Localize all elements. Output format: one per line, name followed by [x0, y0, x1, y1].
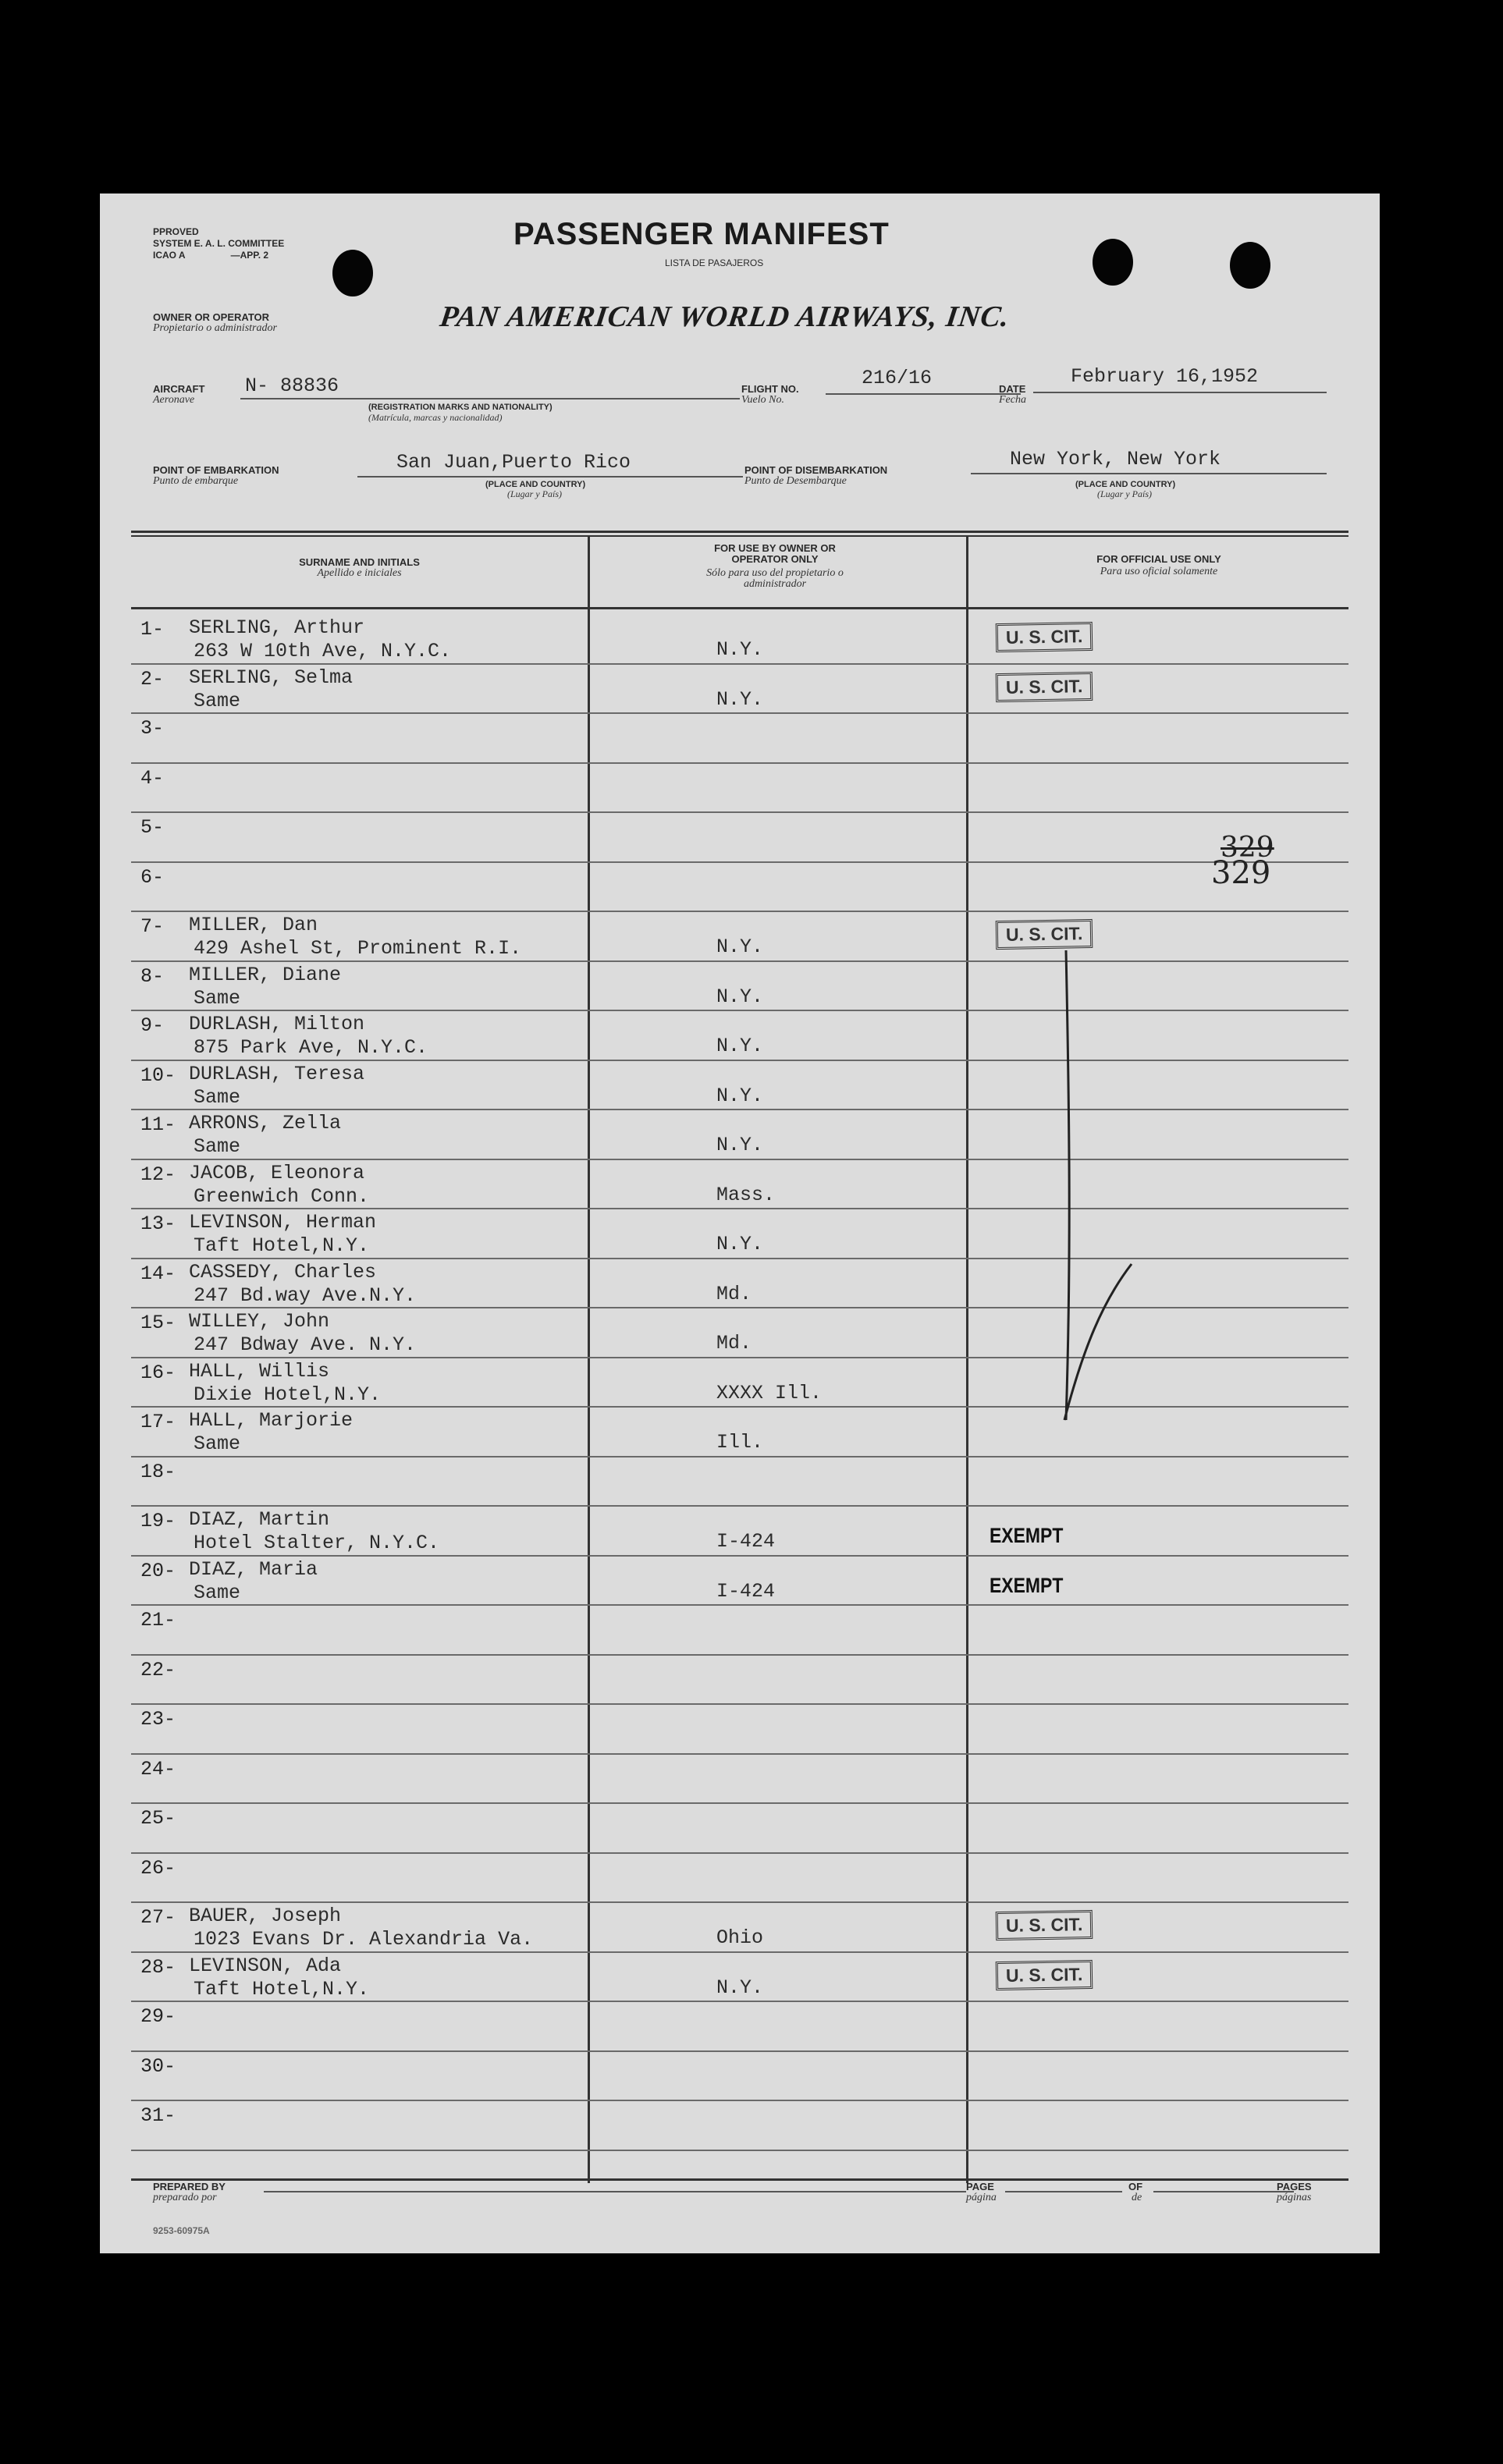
row-number: 30- — [140, 2054, 176, 2078]
passenger-address: Same — [194, 1085, 241, 1109]
row-number: 2- — [140, 667, 165, 691]
passenger-address: Same — [194, 1433, 241, 1455]
aircraft-label: AIRCRAFT — [153, 383, 205, 395]
row-number: 18- — [140, 1460, 176, 1483]
registration-caption-es: (Matrícula, marcas y nacionalidad) — [368, 412, 503, 423]
flight-no-label-es: Vuelo No. — [741, 394, 784, 406]
table-row — [100, 1408, 1380, 1457]
owner-note: XXXX Ill. — [716, 1381, 823, 1404]
passenger-address: 247 Bdway Ave. N.Y. — [194, 1333, 417, 1356]
owner-note: N.Y. — [716, 936, 764, 958]
owner-label-es: Propietario o administrador — [153, 322, 277, 334]
row-number: 12- — [140, 1163, 176, 1186]
row-number: 25- — [140, 1807, 176, 1830]
page-label-es: página — [966, 2192, 997, 2203]
airline-name: PAN AMERICAN WORLD AIRWAYS, INC. — [438, 300, 1012, 333]
disembarkation-label-es: Punto de Desembarque — [744, 475, 847, 487]
citizenship-stamp: U. S. CIT. — [996, 622, 1093, 652]
passenger-address: 429 Ashel St, Prominent R.I. — [194, 937, 522, 960]
table-row — [100, 813, 1380, 863]
row-number: 14- — [140, 1262, 176, 1285]
table-row — [100, 764, 1380, 814]
embarkation-label-es: Punto de embarque — [153, 475, 239, 487]
citizenship-stamp: U. S. CIT. — [996, 1910, 1093, 1940]
table-row — [100, 1755, 1380, 1805]
passenger-address: Taft Hotel,N.Y. — [194, 1977, 370, 2001]
table-row — [100, 1705, 1380, 1755]
passenger-name: WILLEY, John — [189, 1310, 330, 1333]
passenger-name: MILLER, Diane — [189, 963, 342, 986]
passenger-address: Dixie Hotel,N.Y. — [194, 1383, 382, 1406]
owner-label: OWNER OR OPERATOR — [153, 311, 270, 323]
passenger-name: JACOB, Eleonora — [189, 1161, 365, 1184]
check-mark — [1029, 943, 1146, 1426]
passenger-address: 247 Bd.way Ave.N.Y. — [194, 1283, 417, 1307]
flight-no-label: FLIGHT NO. — [741, 383, 799, 395]
owner-note: N.Y. — [716, 1233, 764, 1255]
crossed-count: 329 — [1221, 832, 1274, 864]
embarkation-caption-es: (Lugar y País) — [507, 488, 562, 499]
passenger-address: Same — [194, 1581, 241, 1604]
passenger-name: DIAZ, Martin — [189, 1508, 330, 1531]
table-row — [100, 962, 1380, 1012]
table-row — [100, 1656, 1380, 1706]
row-number: 19- — [140, 1510, 176, 1532]
table-row — [100, 2052, 1380, 2102]
table-row — [100, 1160, 1380, 1210]
row-number: 28- — [140, 1955, 176, 1979]
row-number: 9- — [140, 1014, 165, 1037]
form-number: 9253-60975A — [153, 2225, 210, 2236]
table-row — [100, 1011, 1380, 1061]
row-number: 11- — [140, 1113, 176, 1136]
table-row — [100, 1557, 1380, 1607]
table-row — [100, 1110, 1380, 1160]
row-number: 17- — [140, 1411, 176, 1433]
owner-note: Md. — [716, 1332, 752, 1354]
embarkation-label: POINT OF EMBARKATION — [153, 464, 279, 476]
owner-note: I-424 — [716, 1530, 776, 1553]
owner-note: I-424 — [716, 1579, 776, 1603]
row-number: 26- — [140, 1856, 176, 1880]
column-header-owner: FOR USE BY OWNER OR OPERATOR ONLY — [714, 542, 836, 565]
row-number: 4- — [140, 766, 165, 790]
owner-note: N.Y. — [716, 1035, 764, 1057]
owner-note: Mass. — [716, 1183, 776, 1206]
manifest-sheet — [100, 193, 1380, 2253]
table-row — [100, 1953, 1380, 2003]
row-number: 24- — [140, 1757, 176, 1781]
disembarkation-label: POINT OF DISEMBARKATION — [744, 464, 888, 476]
prepared-by-label-es: preparado por — [153, 2192, 217, 2203]
passenger-address: Same — [194, 689, 241, 712]
passenger-name: SERLING, Selma — [189, 666, 354, 689]
date-value: February 16,1952 — [1071, 365, 1259, 388]
row-number: 8- — [140, 964, 165, 988]
owner-note: N.Y. — [716, 985, 764, 1008]
table-row — [100, 714, 1380, 764]
page-title: PASSENGER MANIFEST — [513, 217, 890, 251]
of-label: OF — [1128, 2181, 1143, 2192]
row-number: 31- — [140, 2104, 176, 2127]
passenger-name: DIAZ, Maria — [189, 1557, 318, 1581]
table-row — [100, 1854, 1380, 1904]
date-label-es: Fecha — [999, 394, 1026, 406]
passenger-name: MILLER, Dan — [189, 914, 318, 936]
table-row — [100, 665, 1380, 715]
table-row — [100, 1903, 1380, 1953]
row-number: 6- — [140, 865, 165, 889]
owner-note: N.Y. — [716, 1084, 764, 1107]
exempt-stamp: EXEMPT — [990, 1573, 1064, 1597]
exempt-stamp: EXEMPT — [990, 1524, 1064, 1547]
date-label: DATE — [999, 383, 1026, 395]
passenger-name: BAUER, Joseph — [189, 1905, 342, 1927]
column-header-surname: SURNAME AND INITIALS — [299, 556, 420, 568]
passenger-name: LEVINSON, Herman — [189, 1211, 377, 1234]
table-row — [100, 1209, 1380, 1259]
passenger-address: 875 Park Ave, N.Y.C. — [194, 1036, 428, 1059]
column-header-surname-es: Apellido e iniciales — [317, 567, 402, 579]
table-row — [100, 1061, 1380, 1111]
row-number: 1- — [140, 618, 165, 641]
aircraft-value: N- 88836 — [245, 375, 339, 397]
table-row — [100, 1259, 1380, 1309]
table-row — [100, 1358, 1380, 1408]
page-label: PAGE — [966, 2181, 994, 2192]
corrected-count: 329 — [1211, 855, 1271, 891]
owner-note: Ill. — [716, 1431, 764, 1454]
punch-hole — [1093, 239, 1133, 286]
disembarkation-caption: (PLACE AND COUNTRY) — [1075, 480, 1176, 489]
column-header-official-es: Para uso oficial solamente — [1100, 566, 1218, 577]
passenger-address: Greenwich Conn. — [194, 1184, 370, 1208]
row-number: 16- — [140, 1361, 176, 1384]
table-row — [100, 615, 1380, 665]
row-number: 23- — [140, 1708, 176, 1731]
pages-label: PAGES — [1277, 2181, 1312, 2192]
owner-note: N.Y. — [716, 1976, 764, 1999]
passenger-address: Taft Hotel,N.Y. — [194, 1234, 370, 1257]
passenger-address: Hotel Stalter, N.Y.C. — [194, 1532, 440, 1554]
row-number: 3- — [140, 717, 165, 740]
passenger-name: HALL, Willis — [189, 1359, 330, 1383]
row-number: 13- — [140, 1212, 176, 1235]
row-number: 27- — [140, 1906, 176, 1929]
passenger-name: DURLASH, Milton — [189, 1013, 365, 1035]
prepared-by-label: PREPARED BY — [153, 2181, 226, 2192]
column-header-owner-es: Sólo para uso del propietario o administrador — [706, 567, 844, 590]
passenger-name: SERLING, Arthur — [189, 616, 365, 639]
aircraft-label-es: Aeronave — [153, 394, 195, 406]
table-row — [100, 1804, 1380, 1854]
table-row — [100, 863, 1380, 913]
table-row — [100, 912, 1380, 962]
table-row — [100, 1606, 1380, 1656]
owner-note: Ohio — [716, 1926, 764, 1949]
citizenship-stamp: U. S. CIT. — [996, 919, 1093, 950]
passenger-name: CASSEDY, Charles — [189, 1260, 377, 1283]
flight-no-value: 216/16 — [862, 367, 933, 389]
owner-note: N.Y. — [716, 687, 764, 711]
passenger-name: ARRONS, Zella — [189, 1112, 342, 1134]
punch-hole — [332, 250, 373, 296]
approval-block: PPROVED SYSTEM E. A. L. COMMITTEE ICAO A —APP. 2 — [153, 226, 285, 261]
passenger-address: Same — [194, 1135, 241, 1158]
row-number: 5- — [140, 816, 165, 839]
row-number: 15- — [140, 1312, 176, 1334]
citizenship-stamp: U. S. CIT. — [996, 671, 1093, 701]
table-row — [100, 2002, 1380, 2052]
disembarkation-caption-es: (Lugar y País) — [1097, 488, 1152, 499]
passenger-name: DURLASH, Teresa — [189, 1062, 365, 1085]
registration-caption: (REGISTRATION MARKS AND NATIONALITY) — [368, 403, 553, 412]
row-number: 10- — [140, 1063, 176, 1087]
passenger-address: 263 W 10th Ave, N.Y.C. — [194, 640, 452, 662]
punch-hole — [1230, 242, 1270, 289]
passenger-address: Same — [194, 986, 241, 1010]
row-number: 21- — [140, 1609, 176, 1631]
pages-label-es: páginas — [1277, 2192, 1312, 2203]
passenger-name: LEVINSON, Ada — [189, 1954, 342, 1977]
passenger-address: 1023 Evans Dr. Alexandria Va. — [194, 1928, 534, 1951]
disembarkation-value: New York, New York — [1010, 448, 1221, 470]
row-number: 22- — [140, 1658, 176, 1681]
column-header-official: FOR OFFICIAL USE ONLY — [1096, 553, 1221, 565]
table-row — [100, 1507, 1380, 1557]
embarkation-value: San Juan,Puerto Rico — [396, 451, 631, 474]
embarkation-caption: (PLACE AND COUNTRY) — [485, 480, 586, 489]
passenger-name: HALL, Marjorie — [189, 1409, 354, 1432]
owner-note: N.Y. — [716, 1134, 764, 1156]
of-label-es: de — [1132, 2192, 1142, 2203]
table-row — [100, 2101, 1380, 2151]
row-number: 20- — [140, 1559, 176, 1582]
owner-note: N.Y. — [716, 638, 764, 661]
table-row — [100, 1457, 1380, 1507]
row-number: 7- — [140, 915, 165, 938]
citizenship-stamp: U. S. CIT. — [996, 1959, 1093, 1990]
row-number: 29- — [140, 2005, 176, 2028]
page-subtitle: LISTA DE PASAJEROS — [665, 257, 764, 268]
table-row — [100, 1308, 1380, 1358]
owner-note: Md. — [716, 1282, 752, 1305]
